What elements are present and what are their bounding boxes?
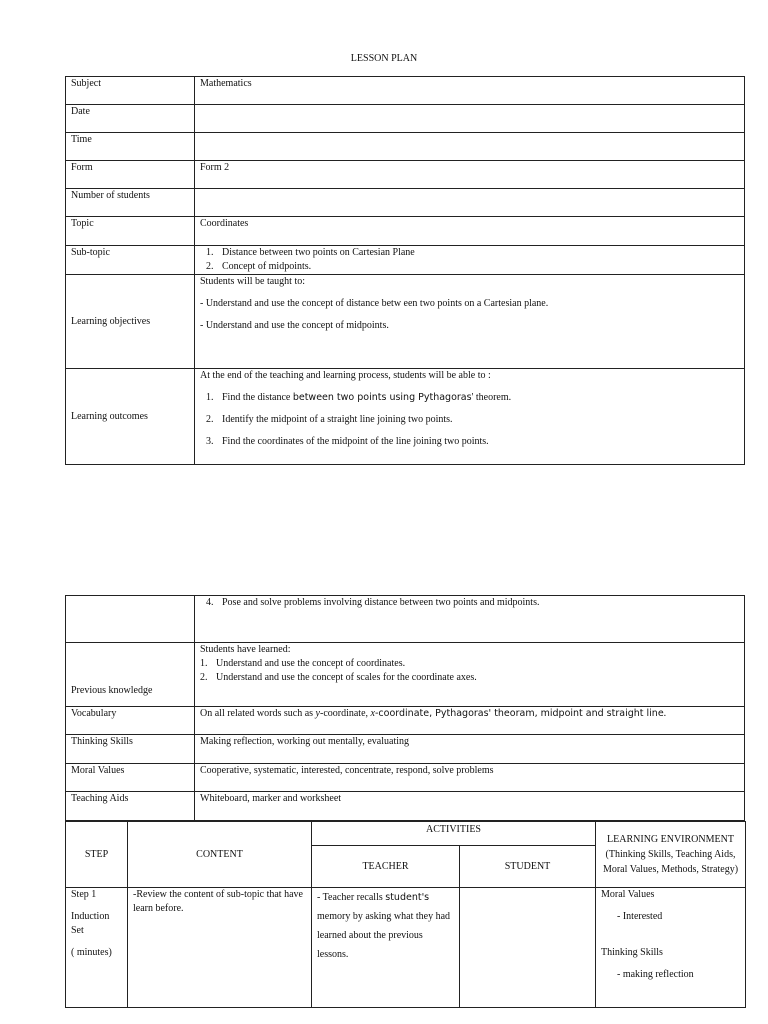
moral-label: Moral Values xyxy=(66,764,195,792)
outcomes-label: Learning outcomes xyxy=(66,369,195,465)
env-moral-label: Moral Values xyxy=(601,889,655,900)
subtopic-2: Concept of midpoints. xyxy=(222,261,312,272)
table-row xyxy=(66,643,745,707)
vocab-value xyxy=(195,707,745,735)
subtopic-1-num: 1. xyxy=(206,247,214,258)
vocab-label: Vocabulary xyxy=(66,707,195,735)
table-row xyxy=(66,888,746,1008)
outcome-1-num: 1. xyxy=(206,392,214,403)
teacher-header: TEACHER xyxy=(312,846,460,888)
outcome-4: Pose and solve problems involving distance between two points and midpoints. xyxy=(222,597,540,608)
topic-label: Topic xyxy=(66,217,195,246)
time-value xyxy=(195,133,745,161)
vocab-x: x xyxy=(370,708,375,719)
aids-label: Teaching Aids xyxy=(66,792,195,821)
date-value xyxy=(195,105,745,133)
outcomes-cell xyxy=(195,369,745,465)
previous-2: Understand and use the concept of scales for the coordinate axes. xyxy=(216,672,477,683)
subtopic-list xyxy=(195,246,745,275)
outcome-2-num: 2. xyxy=(206,414,214,425)
step1-content: -Review the content of sub-topic that have learn before. xyxy=(128,888,312,1008)
previous-intro: Students have learned: xyxy=(200,644,291,655)
content-header: CONTENT xyxy=(128,822,312,888)
table-row xyxy=(66,764,745,792)
env-thinking-label: Thinking Skills xyxy=(601,947,663,958)
empty-cell xyxy=(66,596,195,643)
step1-teacher xyxy=(312,888,460,1008)
lesson-info-table xyxy=(65,76,745,465)
objectives-cell xyxy=(195,275,745,369)
previous-1-num: 1. xyxy=(200,658,208,669)
lesson-details-table xyxy=(65,595,745,821)
step-header: STEP xyxy=(66,822,128,888)
outcome-3-num: 3. xyxy=(206,436,214,447)
table-row xyxy=(66,596,745,643)
objectives-label: Learning objectives xyxy=(66,275,195,369)
table-row xyxy=(66,77,745,105)
student-header: STUDENT xyxy=(460,846,596,888)
activities-table xyxy=(65,821,746,1008)
vocab-y: y xyxy=(315,708,320,719)
outcome-1a: Find the distance xyxy=(222,392,293,403)
subject-label: Subject xyxy=(66,77,195,105)
step1-minutes: ( minutes) xyxy=(71,947,112,958)
env-moral-item: - Interested xyxy=(617,911,663,922)
outcome-2: Identify the midpoint of a straight line joining two points. xyxy=(222,414,453,425)
step1-cell xyxy=(66,888,128,1008)
form-value: Form 2 xyxy=(195,161,745,189)
outcome-4-cell xyxy=(195,596,745,643)
subtopic-2-num: 2. xyxy=(206,261,214,272)
teacher-text: - Teacher recalls xyxy=(317,892,386,903)
moral-value: Cooperative, systematic, interested, concentrate, respond, solve problems xyxy=(195,764,745,792)
table-row xyxy=(66,707,745,735)
previous-2-num: 2. xyxy=(200,672,208,683)
env-thinking-item: - making reflection xyxy=(617,969,694,980)
teacher-text: memory by asking what they had learned about the previous lessons. xyxy=(317,911,451,960)
env-header: LEARNING ENVIRONMENT (Thinking Skills, Teaching Aids, Moral Values, Methods, Strategy) xyxy=(596,822,746,888)
table-row xyxy=(66,369,745,465)
outcome-1c: ' theorem. xyxy=(471,392,512,403)
aids-value: Whiteboard, marker and worksheet xyxy=(195,792,745,821)
date-label: Date xyxy=(66,105,195,133)
previous-1: Understand and use the concept of coordinates. xyxy=(216,658,406,669)
objectives-intro: Students will be taught to: xyxy=(200,276,305,287)
outcome-3: Find the coordinates of the midpoint of the line joining two points. xyxy=(222,436,489,447)
step1: Step 1 xyxy=(71,889,97,900)
form-label: Form xyxy=(66,161,195,189)
table-row xyxy=(66,246,745,275)
objective-1: - Understand and use the concept of distance betw een two points on a Cartesian plane. xyxy=(200,298,549,309)
table-row xyxy=(66,275,745,369)
table-row xyxy=(66,105,745,133)
step1-name: Induction Set xyxy=(71,911,110,936)
topic-value: Coordinates xyxy=(195,217,745,246)
thinking-label: Thinking Skills xyxy=(66,735,195,764)
table-row xyxy=(66,792,745,821)
vocab-part: -coordinate, Pythagoras' theoram, midpoint and straight line xyxy=(374,708,664,719)
objective-2: - Understand and use the concept of midpoints. xyxy=(200,320,389,331)
table-row xyxy=(66,133,745,161)
table-row xyxy=(66,735,745,764)
students-value xyxy=(195,189,745,217)
outcomes-intro: At the end of the teaching and learning process, students will be able to : xyxy=(200,370,491,381)
table-row xyxy=(66,217,745,246)
subject-value: Mathematics xyxy=(195,77,745,105)
time-label: Time xyxy=(66,133,195,161)
students-label: Number of students xyxy=(66,189,195,217)
subtopic-label: Sub-topic xyxy=(66,246,195,275)
table-row xyxy=(66,189,745,217)
table-row xyxy=(66,822,746,846)
step1-env xyxy=(596,888,746,1008)
activities-header: ACTIVITIES xyxy=(312,822,596,846)
page-title: LESSON PLAN xyxy=(350,53,418,64)
step1-student xyxy=(460,888,596,1008)
outcome-4-num: 4. xyxy=(206,597,214,608)
outcome-1b: between two points using Pythagoras xyxy=(292,392,472,403)
vocab-part: . xyxy=(663,708,667,719)
subtopic-1: Distance between two points on Cartesian Plane xyxy=(222,247,415,258)
previous-cell xyxy=(195,643,745,707)
vocab-part: -coordinate, xyxy=(319,708,371,719)
table-row xyxy=(66,161,745,189)
thinking-value: Making reflection, working out mentally, evaluating xyxy=(195,735,745,764)
previous-label: Previous knowledge xyxy=(66,643,195,707)
teacher-text: student's xyxy=(385,892,430,903)
vocab-part: On all related words such as xyxy=(200,708,316,719)
